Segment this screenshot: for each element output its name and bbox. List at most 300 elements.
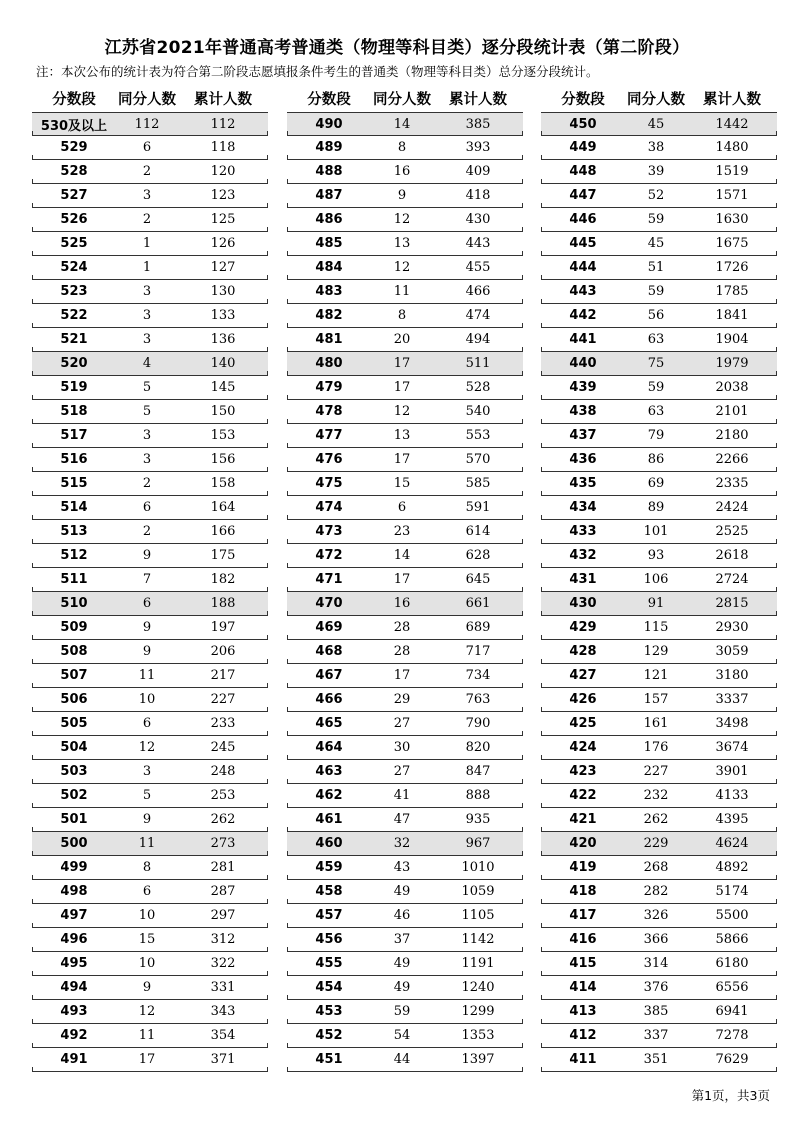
same-count-cell: 23 bbox=[393, 524, 411, 539]
score-cell: 459 bbox=[315, 860, 343, 875]
score-cell: 519 bbox=[60, 380, 88, 395]
cumulative-count-cell: 1059 bbox=[461, 884, 495, 899]
table-row bbox=[541, 232, 777, 256]
table-row bbox=[541, 856, 777, 880]
cumulative-count-cell: 153 bbox=[210, 428, 236, 443]
header-cumulative-count: 累计人数 bbox=[194, 91, 252, 108]
cumulative-count-cell: 130 bbox=[210, 284, 236, 299]
same-count-cell: 38 bbox=[647, 140, 665, 155]
score-cell: 515 bbox=[60, 476, 88, 491]
cumulative-count-cell: 1904 bbox=[715, 332, 749, 347]
same-count-cell: 6 bbox=[142, 140, 152, 155]
cumulative-count-cell: 248 bbox=[210, 764, 236, 779]
cumulative-count-cell: 175 bbox=[210, 548, 236, 563]
cumulative-count-cell: 689 bbox=[465, 620, 491, 635]
same-count-cell: 54 bbox=[393, 1028, 411, 1043]
same-count-cell: 45 bbox=[647, 116, 665, 132]
table-rows bbox=[287, 112, 523, 1072]
score-cell: 460 bbox=[315, 836, 343, 851]
cumulative-count-cell: 6941 bbox=[715, 1004, 749, 1019]
table-row bbox=[287, 448, 523, 472]
same-count-cell: 63 bbox=[647, 332, 665, 347]
same-count-cell: 12 bbox=[138, 740, 156, 755]
table-row bbox=[541, 1024, 777, 1048]
table-row bbox=[287, 976, 523, 1000]
score-cell: 475 bbox=[315, 476, 343, 491]
score-cell: 412 bbox=[569, 1028, 597, 1043]
cumulative-count-cell: 2815 bbox=[715, 596, 749, 611]
cumulative-count-cell: 430 bbox=[465, 212, 491, 227]
same-count-cell: 11 bbox=[138, 836, 156, 851]
header-score-range: 分数段 bbox=[52, 91, 96, 108]
cumulative-count-cell: 5500 bbox=[715, 908, 749, 923]
same-count-cell: 351 bbox=[643, 1052, 669, 1067]
score-cell: 440 bbox=[569, 356, 597, 371]
score-cell: 462 bbox=[315, 788, 343, 803]
same-count-cell: 3 bbox=[142, 284, 152, 299]
table-row bbox=[32, 952, 268, 976]
cumulative-count-cell: 164 bbox=[210, 500, 236, 515]
cumulative-count-cell: 245 bbox=[210, 740, 236, 755]
table-row bbox=[541, 328, 777, 352]
same-count-cell: 3 bbox=[142, 764, 152, 779]
score-cell: 484 bbox=[315, 260, 343, 275]
same-count-cell: 9 bbox=[397, 188, 407, 203]
table-row bbox=[32, 736, 268, 760]
score-cell: 428 bbox=[569, 644, 597, 659]
same-count-cell: 41 bbox=[393, 788, 411, 803]
score-cell: 523 bbox=[60, 284, 88, 299]
score-cell: 466 bbox=[315, 692, 343, 707]
cumulative-count-cell: 233 bbox=[210, 716, 236, 731]
table-row bbox=[541, 664, 777, 688]
score-cell: 448 bbox=[569, 164, 597, 179]
table-row bbox=[32, 400, 268, 424]
same-count-cell: 314 bbox=[643, 956, 669, 971]
score-cell: 468 bbox=[315, 644, 343, 659]
same-count-cell: 32 bbox=[393, 836, 411, 851]
table-row bbox=[541, 1000, 777, 1024]
score-cell: 509 bbox=[60, 620, 88, 635]
cumulative-count-cell: 297 bbox=[210, 908, 236, 923]
same-count-cell: 337 bbox=[643, 1028, 669, 1043]
same-count-cell: 45 bbox=[647, 236, 665, 251]
table-row bbox=[32, 880, 268, 904]
table-row bbox=[287, 472, 523, 496]
same-count-cell: 59 bbox=[647, 284, 665, 299]
cumulative-count-cell: 1240 bbox=[461, 980, 495, 995]
same-count-cell: 10 bbox=[138, 956, 156, 971]
cumulative-count-cell: 145 bbox=[210, 380, 236, 395]
cumulative-count-cell: 3901 bbox=[715, 764, 749, 779]
same-count-cell: 69 bbox=[647, 476, 665, 491]
cumulative-count-cell: 661 bbox=[465, 596, 491, 611]
score-cell: 529 bbox=[60, 140, 88, 155]
score-cell: 479 bbox=[315, 380, 343, 395]
score-cell: 525 bbox=[60, 236, 88, 251]
same-count-cell: 3 bbox=[142, 308, 152, 323]
table-row bbox=[287, 184, 523, 208]
header-same-count: 同分人数 bbox=[118, 91, 176, 108]
table-row bbox=[541, 304, 777, 328]
score-cell: 455 bbox=[315, 956, 343, 971]
table-row bbox=[32, 256, 268, 280]
score-cell: 473 bbox=[315, 524, 343, 539]
score-cell: 467 bbox=[315, 668, 343, 683]
same-count-cell: 11 bbox=[138, 668, 156, 683]
table-row bbox=[32, 592, 268, 616]
table-row bbox=[32, 448, 268, 472]
same-count-cell: 6 bbox=[142, 500, 152, 515]
cumulative-count-cell: 570 bbox=[465, 452, 491, 467]
score-cell: 517 bbox=[60, 428, 88, 443]
score-cell: 452 bbox=[315, 1028, 343, 1043]
table-row bbox=[541, 712, 777, 736]
table-row bbox=[287, 496, 523, 520]
score-cell: 417 bbox=[569, 908, 597, 923]
cumulative-count-cell: 133 bbox=[210, 308, 236, 323]
same-count-cell: 3 bbox=[142, 188, 152, 203]
same-count-cell: 9 bbox=[142, 644, 152, 659]
table-row bbox=[541, 256, 777, 280]
cumulative-count-cell: 418 bbox=[465, 188, 491, 203]
cumulative-count-cell: 734 bbox=[465, 668, 491, 683]
same-count-cell: 4 bbox=[142, 356, 152, 371]
cumulative-count-cell: 1785 bbox=[715, 284, 749, 299]
score-cell: 521 bbox=[60, 332, 88, 347]
same-count-cell: 28 bbox=[393, 620, 411, 635]
score-cell: 424 bbox=[569, 740, 597, 755]
same-count-cell: 17 bbox=[393, 380, 411, 395]
score-cell: 450 bbox=[569, 116, 597, 132]
score-cell: 436 bbox=[569, 452, 597, 467]
table-row bbox=[287, 400, 523, 424]
same-count-cell: 75 bbox=[647, 356, 665, 371]
cumulative-count-cell: 312 bbox=[210, 932, 236, 947]
table-row bbox=[287, 1000, 523, 1024]
table-row bbox=[32, 976, 268, 1000]
cumulative-count-cell: 136 bbox=[210, 332, 236, 347]
same-count-cell: 6 bbox=[142, 596, 152, 611]
same-count-cell: 14 bbox=[393, 548, 411, 563]
cumulative-count-cell: 182 bbox=[210, 572, 236, 587]
cumulative-count-cell: 717 bbox=[465, 644, 491, 659]
page-title: 江苏省2021年普通高考普通类（物理等科目类）逐分段统计表（第二阶段） bbox=[104, 38, 690, 58]
cumulative-count-cell: 227 bbox=[210, 692, 236, 707]
score-cell: 487 bbox=[315, 188, 343, 203]
same-count-cell: 17 bbox=[393, 572, 411, 587]
score-cell: 461 bbox=[315, 812, 343, 827]
table-row bbox=[541, 736, 777, 760]
table-row bbox=[287, 616, 523, 640]
header-score-range: 分数段 bbox=[561, 91, 605, 108]
score-cell: 426 bbox=[569, 692, 597, 707]
score-cell: 503 bbox=[60, 764, 88, 779]
same-count-cell: 12 bbox=[393, 260, 411, 275]
table-row bbox=[287, 952, 523, 976]
table-row bbox=[541, 400, 777, 424]
cumulative-count-cell: 343 bbox=[210, 1004, 236, 1019]
cumulative-count-cell: 645 bbox=[465, 572, 491, 587]
cumulative-count-cell: 1299 bbox=[461, 1004, 495, 1019]
same-count-cell: 28 bbox=[393, 644, 411, 659]
same-count-cell: 2 bbox=[142, 212, 152, 227]
cumulative-count-cell: 1571 bbox=[715, 188, 749, 203]
same-count-cell: 121 bbox=[643, 668, 669, 683]
table-row bbox=[541, 496, 777, 520]
score-cell: 434 bbox=[569, 500, 597, 515]
score-cell: 512 bbox=[60, 548, 88, 563]
score-cell: 494 bbox=[60, 980, 88, 995]
same-count-cell: 5 bbox=[142, 788, 152, 803]
table-row bbox=[541, 1048, 777, 1072]
cumulative-count-cell: 188 bbox=[210, 596, 236, 611]
score-cell: 480 bbox=[315, 356, 343, 371]
table-row bbox=[541, 616, 777, 640]
cumulative-count-cell: 2101 bbox=[715, 404, 749, 419]
table-row bbox=[32, 136, 268, 160]
same-count-cell: 232 bbox=[643, 788, 669, 803]
score-cell: 451 bbox=[315, 1052, 343, 1067]
table-row bbox=[32, 328, 268, 352]
same-count-cell: 16 bbox=[393, 596, 411, 611]
cumulative-count-cell: 474 bbox=[465, 308, 491, 323]
table-row bbox=[541, 376, 777, 400]
same-count-cell: 10 bbox=[138, 692, 156, 707]
cumulative-count-cell: 2618 bbox=[715, 548, 749, 563]
cumulative-count-cell: 1105 bbox=[461, 908, 495, 923]
same-count-cell: 3 bbox=[142, 332, 152, 347]
score-cell: 421 bbox=[569, 812, 597, 827]
score-cell: 496 bbox=[60, 932, 88, 947]
score-cell: 423 bbox=[569, 764, 597, 779]
same-count-cell: 262 bbox=[643, 812, 669, 827]
table-row bbox=[32, 184, 268, 208]
score-cell: 500 bbox=[60, 836, 88, 851]
cumulative-count-cell: 4133 bbox=[715, 788, 749, 803]
cumulative-count-cell: 790 bbox=[465, 716, 491, 731]
cumulative-count-cell: 455 bbox=[465, 260, 491, 275]
score-cell: 481 bbox=[315, 332, 343, 347]
cumulative-count-cell: 112 bbox=[210, 116, 236, 132]
same-count-cell: 49 bbox=[393, 980, 411, 995]
page-footer: 第1页，共3页 bbox=[691, 1088, 770, 1103]
score-cell: 482 bbox=[315, 308, 343, 323]
score-cell: 443 bbox=[569, 284, 597, 299]
same-count-cell: 112 bbox=[134, 116, 160, 132]
score-cell: 476 bbox=[315, 452, 343, 467]
cumulative-count-cell: 393 bbox=[465, 140, 491, 155]
same-count-cell: 7 bbox=[142, 572, 152, 587]
table-row bbox=[32, 544, 268, 568]
score-cell: 497 bbox=[60, 908, 88, 923]
score-cell: 438 bbox=[569, 404, 597, 419]
same-count-cell: 20 bbox=[393, 332, 411, 347]
table-row bbox=[287, 280, 523, 304]
header-same-count: 同分人数 bbox=[627, 91, 685, 108]
cumulative-count-cell: 253 bbox=[210, 788, 236, 803]
cumulative-count-cell: 1442 bbox=[715, 116, 749, 132]
score-cell: 486 bbox=[315, 212, 343, 227]
score-cell: 416 bbox=[569, 932, 597, 947]
cumulative-count-cell: 197 bbox=[210, 620, 236, 635]
table-row bbox=[32, 1000, 268, 1024]
cumulative-count-cell: 3180 bbox=[715, 668, 749, 683]
score-cell: 518 bbox=[60, 404, 88, 419]
cumulative-count-cell: 1519 bbox=[715, 164, 749, 179]
table-row bbox=[32, 280, 268, 304]
table-row bbox=[287, 376, 523, 400]
score-cell: 430 bbox=[569, 596, 597, 611]
cumulative-count-cell: 409 bbox=[465, 164, 491, 179]
same-count-cell: 59 bbox=[393, 1004, 411, 1019]
same-count-cell: 282 bbox=[643, 884, 669, 899]
score-cell: 420 bbox=[569, 836, 597, 851]
cumulative-count-cell: 820 bbox=[465, 740, 491, 755]
table-row bbox=[32, 160, 268, 184]
score-cell: 505 bbox=[60, 716, 88, 731]
same-count-cell: 59 bbox=[647, 212, 665, 227]
table-row bbox=[287, 424, 523, 448]
table-row bbox=[541, 904, 777, 928]
cumulative-count-cell: 158 bbox=[210, 476, 236, 491]
cumulative-count-cell: 125 bbox=[210, 212, 236, 227]
table-row bbox=[32, 232, 268, 256]
cumulative-count-cell: 1979 bbox=[715, 356, 749, 371]
table-row bbox=[32, 832, 268, 856]
table-row bbox=[541, 880, 777, 904]
cumulative-count-cell: 123 bbox=[210, 188, 236, 203]
cumulative-count-cell: 2424 bbox=[715, 500, 749, 515]
score-cell: 458 bbox=[315, 884, 343, 899]
cumulative-count-cell: 118 bbox=[210, 140, 236, 155]
cumulative-count-cell: 553 bbox=[465, 428, 491, 443]
score-cell: 437 bbox=[569, 428, 597, 443]
same-count-cell: 8 bbox=[397, 308, 407, 323]
table-row bbox=[541, 208, 777, 232]
same-count-cell: 6 bbox=[142, 716, 152, 731]
score-cell: 453 bbox=[315, 1004, 343, 1019]
same-count-cell: 10 bbox=[138, 908, 156, 923]
table-row bbox=[32, 376, 268, 400]
score-cell: 469 bbox=[315, 620, 343, 635]
table-row bbox=[32, 712, 268, 736]
table-row bbox=[287, 592, 523, 616]
table-row bbox=[287, 640, 523, 664]
same-count-cell: 5 bbox=[142, 380, 152, 395]
same-count-cell: 106 bbox=[643, 572, 669, 587]
same-count-cell: 12 bbox=[393, 404, 411, 419]
table-row bbox=[32, 352, 268, 376]
cumulative-count-cell: 2724 bbox=[715, 572, 749, 587]
score-cell: 492 bbox=[60, 1028, 88, 1043]
same-count-cell: 93 bbox=[647, 548, 665, 563]
score-cell: 463 bbox=[315, 764, 343, 779]
same-count-cell: 37 bbox=[393, 932, 411, 947]
table-row bbox=[32, 1024, 268, 1048]
same-count-cell: 17 bbox=[393, 452, 411, 467]
same-count-cell: 8 bbox=[397, 140, 407, 155]
cumulative-count-cell: 1726 bbox=[715, 260, 749, 275]
cumulative-count-cell: 287 bbox=[210, 884, 236, 899]
score-cell: 522 bbox=[60, 308, 88, 323]
table-row bbox=[32, 640, 268, 664]
table-row bbox=[541, 592, 777, 616]
cumulative-count-cell: 3059 bbox=[715, 644, 749, 659]
same-count-cell: 6 bbox=[397, 500, 407, 515]
score-cell: 456 bbox=[315, 932, 343, 947]
score-cell: 506 bbox=[60, 692, 88, 707]
score-cell: 431 bbox=[569, 572, 597, 587]
table-header bbox=[32, 84, 268, 112]
table-row bbox=[32, 208, 268, 232]
table-rows bbox=[541, 112, 777, 1072]
cumulative-count-cell: 206 bbox=[210, 644, 236, 659]
header-cumulative-count: 累计人数 bbox=[449, 91, 507, 108]
same-count-cell: 2 bbox=[142, 476, 152, 491]
score-cell: 516 bbox=[60, 452, 88, 467]
cumulative-count-cell: 3337 bbox=[715, 692, 749, 707]
same-count-cell: 30 bbox=[393, 740, 411, 755]
cumulative-count-cell: 466 bbox=[465, 284, 491, 299]
cumulative-count-cell: 2335 bbox=[715, 476, 749, 491]
cumulative-count-cell: 1480 bbox=[715, 140, 749, 155]
table-row bbox=[541, 976, 777, 1000]
same-count-cell: 3 bbox=[142, 428, 152, 443]
score-cell: 457 bbox=[315, 908, 343, 923]
score-cell: 472 bbox=[315, 548, 343, 563]
same-count-cell: 6 bbox=[142, 884, 152, 899]
same-count-cell: 5 bbox=[142, 404, 152, 419]
same-count-cell: 43 bbox=[393, 860, 411, 875]
table-header bbox=[287, 84, 523, 112]
table-row bbox=[287, 928, 523, 952]
table-row bbox=[32, 112, 268, 136]
table-row bbox=[287, 808, 523, 832]
score-cell: 449 bbox=[569, 140, 597, 155]
score-cell: 477 bbox=[315, 428, 343, 443]
cumulative-count-cell: 4892 bbox=[715, 860, 749, 875]
same-count-cell: 157 bbox=[643, 692, 669, 707]
score-cell: 414 bbox=[569, 980, 597, 995]
cumulative-count-cell: 935 bbox=[465, 812, 491, 827]
same-count-cell: 9 bbox=[142, 812, 152, 827]
cumulative-count-cell: 150 bbox=[210, 404, 236, 419]
table-row bbox=[287, 1048, 523, 1072]
cumulative-count-cell: 322 bbox=[210, 956, 236, 971]
score-cell: 489 bbox=[315, 140, 343, 155]
same-count-cell: 89 bbox=[647, 500, 665, 515]
table-row bbox=[541, 928, 777, 952]
cumulative-count-cell: 156 bbox=[210, 452, 236, 467]
score-cell: 530及以上 bbox=[40, 118, 108, 134]
score-cell: 413 bbox=[569, 1004, 597, 1019]
cumulative-count-cell: 2266 bbox=[715, 452, 749, 467]
cumulative-count-cell: 1010 bbox=[461, 860, 495, 875]
cumulative-count-cell: 7278 bbox=[715, 1028, 749, 1043]
table-row bbox=[287, 688, 523, 712]
table-row bbox=[32, 424, 268, 448]
table-row bbox=[287, 568, 523, 592]
table-row bbox=[541, 352, 777, 376]
table-row bbox=[541, 760, 777, 784]
score-cell: 471 bbox=[315, 572, 343, 587]
same-count-cell: 9 bbox=[142, 620, 152, 635]
header-cumulative-count: 累计人数 bbox=[703, 91, 761, 108]
table-row bbox=[287, 760, 523, 784]
header-score-range: 分数段 bbox=[307, 91, 351, 108]
same-count-cell: 268 bbox=[643, 860, 669, 875]
